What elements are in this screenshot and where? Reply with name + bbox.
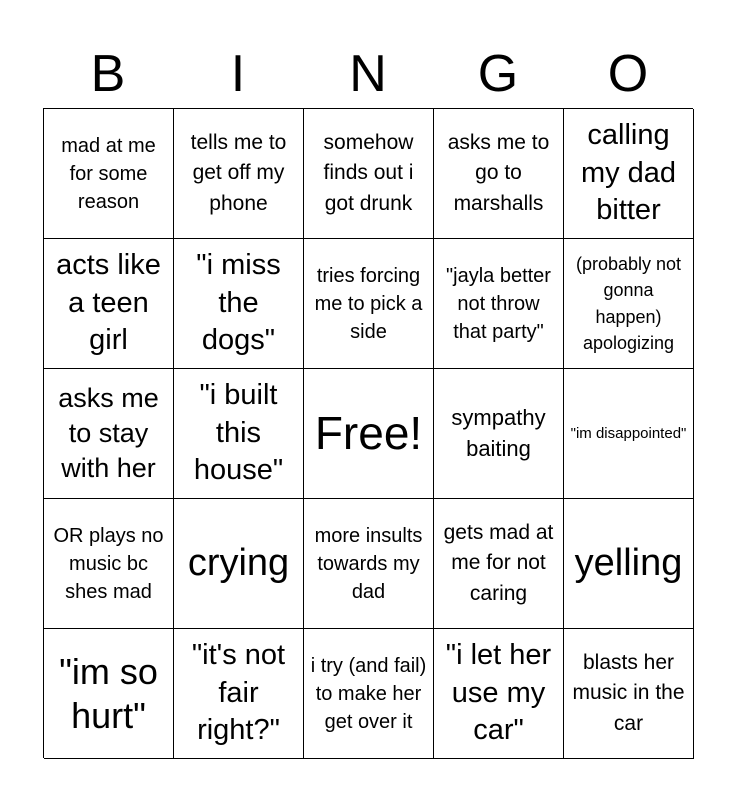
bingo-board bbox=[43, 108, 693, 758]
bingo-cell-r2-c2[interactable] bbox=[174, 239, 304, 369]
bingo-cell-r4-c4[interactable] bbox=[434, 499, 564, 629]
cell-text: "i miss the dogs" bbox=[196, 248, 281, 357]
bingo-cell-r3-c1[interactable] bbox=[44, 369, 174, 499]
cell-text: "it's not fair right?" bbox=[191, 638, 286, 747]
bingo-cell-r5-c1[interactable] bbox=[44, 629, 174, 759]
bingo-cell-r5-c5[interactable] bbox=[564, 629, 694, 759]
cell-text: (probably not gonna happen) apologizing bbox=[575, 254, 682, 353]
cell-text: i try (and fail) to make her get over it bbox=[310, 654, 427, 733]
header-letter-o: O bbox=[607, 45, 649, 103]
free-space[interactable] bbox=[304, 369, 434, 499]
header-letter-n: N bbox=[349, 45, 387, 103]
cell-text: asks me to go to marshalls bbox=[447, 130, 550, 215]
cell-text: "im disappointed" bbox=[570, 425, 687, 442]
cell-text: acts like a teen girl bbox=[56, 248, 161, 357]
bingo-header bbox=[43, 40, 693, 108]
cell-text: "i built this house" bbox=[193, 378, 284, 487]
cell-text: asks me to stay with her bbox=[58, 382, 159, 484]
bingo-cell-r1-c2[interactable] bbox=[174, 109, 304, 239]
header-letter-i: I bbox=[230, 45, 246, 103]
cell-text: yelling bbox=[574, 541, 683, 584]
bingo-cell-r4-c3[interactable] bbox=[304, 499, 434, 629]
bingo-cell-r5-c3[interactable] bbox=[304, 629, 434, 759]
cell-text: tells me to get off my phone bbox=[190, 130, 287, 215]
cell-text: more insults towards my dad bbox=[314, 524, 423, 603]
cell-text: crying bbox=[187, 541, 290, 584]
cell-text: somehow finds out i got drunk bbox=[323, 130, 414, 215]
bingo-cell-r2-c5[interactable] bbox=[564, 239, 694, 369]
bingo-cell-r3-c2[interactable] bbox=[174, 369, 304, 499]
cell-text: sympathy baiting bbox=[451, 404, 546, 461]
cell-text: "im so hurt" bbox=[59, 651, 158, 736]
bingo-cell-r4-c5[interactable] bbox=[564, 499, 694, 629]
free-space-label: Free! bbox=[314, 407, 423, 460]
bingo-cell-r4-c1[interactable] bbox=[44, 499, 174, 629]
cell-text: calling my dad bitter bbox=[580, 118, 677, 227]
bingo-cell-r1-c5[interactable] bbox=[564, 109, 694, 239]
bingo-cell-r5-c2[interactable] bbox=[174, 629, 304, 759]
cell-text: tries forcing me to pick a side bbox=[314, 264, 423, 343]
cell-text: blasts her music in the car bbox=[572, 650, 685, 735]
bingo-cell-r2-c3[interactable] bbox=[304, 239, 434, 369]
bingo-cell-r1-c1[interactable] bbox=[44, 109, 174, 239]
bingo-cell-r1-c3[interactable] bbox=[304, 109, 434, 239]
header-letter-b: B bbox=[90, 45, 126, 103]
bingo-cell-r3-c5[interactable] bbox=[564, 369, 694, 499]
bingo-cell-r2-c4[interactable] bbox=[434, 239, 564, 369]
cell-text: OR plays no music bc shes mad bbox=[53, 524, 164, 603]
cell-text: "i let her use my car" bbox=[445, 638, 552, 747]
bingo-cell-r5-c4[interactable] bbox=[434, 629, 564, 759]
bingo-cell-r3-c4[interactable] bbox=[434, 369, 564, 499]
cell-text: "jayla better not throw that party" bbox=[446, 264, 551, 343]
cell-text: gets mad at me for not caring bbox=[443, 520, 554, 605]
bingo-cell-r2-c1[interactable] bbox=[44, 239, 174, 369]
bingo-cell-r1-c4[interactable] bbox=[434, 109, 564, 239]
bingo-cell-r4-c2[interactable] bbox=[174, 499, 304, 629]
cell-text: mad at me for some reason bbox=[61, 134, 156, 213]
header-letter-g: G bbox=[477, 45, 519, 103]
